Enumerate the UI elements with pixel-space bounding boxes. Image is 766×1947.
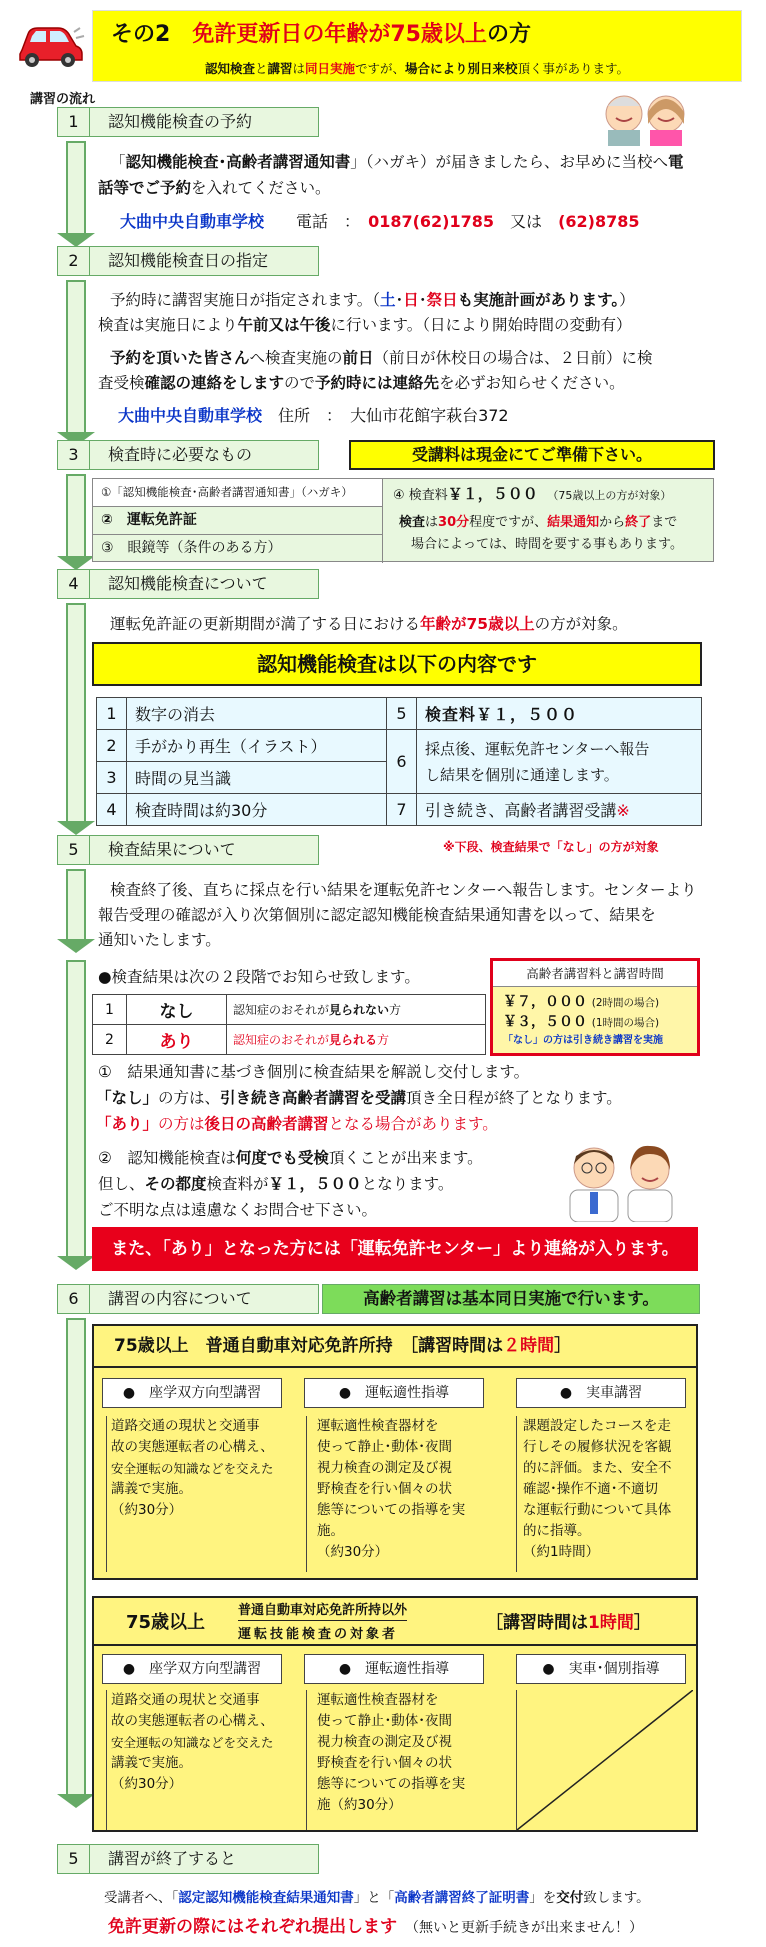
cash-notice: 受講料は現金にてご準備下さい。 bbox=[349, 440, 715, 470]
course-2h-title: 75歳以上 普通自動車対応免許所持 ［講習時間は２時間］ bbox=[94, 1326, 696, 1368]
step2-text-1: 予約時に講習実施日が指定されます。（土･日･祭日も実施計画があります。） bbox=[110, 291, 635, 309]
exam-contents-table: 1 数字の消去 5 検査料￥１，５００ 2 手がかり再生（イラスト） 6 採点後、運転免許センターへ報告 し結果を個別に通達します。 3 時間の見当識 4 検査時間は約30分 7 引き続き、高齢者講習受講※ bbox=[96, 697, 702, 826]
c1-aptitude-header: ● 運転適性指導 bbox=[304, 1378, 484, 1408]
step5-note: ※下段、検査結果で「なし」の方が対象 bbox=[443, 840, 659, 854]
step-4: 4 認知機能検査について bbox=[57, 569, 319, 599]
exam-duration-note-2: 場合によっては、時間を要する事もあります。 bbox=[411, 537, 683, 552]
c2-lecture-header: ● 座学双方向型講習 bbox=[102, 1654, 282, 1684]
header-banner bbox=[92, 10, 742, 82]
c1-driving-text: 課題設定したコースを走 行しその履修状況を客観 的に評価。また、安全不 確認･操作不適･不適切 な運転行動について具体 的に指導。 （約1時間） bbox=[516, 1416, 686, 1572]
step2-address: 大曲中央自動車学校 住所 ： 大仙市花館字萩台372 bbox=[118, 406, 509, 425]
step1-contact: 大曲中央自動車学校 電話 ： 0187(62)1785 又は (62)8785 bbox=[120, 212, 640, 231]
flow-arrow-4 bbox=[66, 603, 86, 821]
step4-intro: 運転免許証の更新期間が満了する日における年齢が75歳以上の方が対象。 bbox=[110, 615, 628, 633]
step1-text-1: 「認知機能検査･高齢者講習通知書」（ハガキ）が届きましたら、お早めに当校へ電 bbox=[110, 153, 684, 171]
elderly-couple-icon bbox=[596, 84, 694, 146]
course-1h-box bbox=[92, 1596, 698, 1832]
submission-notice: 免許更新の際にはそれぞれ提出します （無いと更新手続きが出来ません！） bbox=[108, 1917, 644, 1937]
two-stage-notice: ●検査結果は次の２段階でお知らせ致します。 bbox=[98, 968, 420, 986]
lecture-fee-box: 高齢者講習料と講習時間 ￥７，０００ (2時間の場合) ￥３，５００ (1時間の場合) 「なし」の方は引き続き講習を実施 bbox=[490, 958, 700, 1056]
c2-aptitude-text: 運転適性検査器材を 使って静止･動体･夜間 視力検査の測定及び視 野検査を行い個々の状 態等についての指導を実 施（約30分） bbox=[306, 1690, 484, 1830]
result-table: 1 なし 認知症のおそれが見られない方 2 あり 認知症のおそれが見られる方 bbox=[92, 994, 486, 1055]
step5-text-1: 検査終了後、直ちに採点を行い結果を運転免許センターへ報告します。センターより bbox=[110, 881, 697, 899]
explain-3: 「あり」の方は後日の高齢者講習となる場合があります。 bbox=[96, 1115, 498, 1133]
contact-banner: また、「あり」となった方には「運転免許センター」より連絡が入ります。 bbox=[92, 1227, 698, 1271]
c1-lecture-header: ● 座学双方向型講習 bbox=[102, 1378, 282, 1408]
step-3: 3 検査時に必要なもの bbox=[57, 440, 319, 470]
explain-2: 「なし」の方は、引き続き高齢者講習を受講頂き全日程が終了となります。 bbox=[96, 1089, 622, 1107]
step1-text-2: 話等でご予約を入れてください。 bbox=[98, 179, 331, 197]
c1-aptitude-text: 運転適性検査器材を 使って静止･動体･夜間 視力検査の測定及び視 野検査を行い個々の状 態等についての指導を実 施。 （約30分） bbox=[306, 1416, 484, 1572]
step-2: 2 認知機能検査日の指定 bbox=[57, 246, 319, 276]
item-glasses: ③ 眼鏡等（条件のある方） bbox=[101, 540, 282, 556]
step-1: 1 認知機能検査の予約 bbox=[57, 107, 319, 137]
flow-arrow-1 bbox=[66, 141, 86, 233]
step-7: 5 講習が終了すると bbox=[57, 1844, 319, 1874]
completion-text: 受講者へ、「認定認知機能検査結果通知書」と「高齢者講習終了証明書」を交付致します。 bbox=[104, 1890, 650, 1906]
car-icon bbox=[14, 14, 86, 72]
c1-driving-header: ● 実車講習 bbox=[516, 1378, 686, 1408]
step2-text-3: 予約を頂いた皆さんへ検査実施の前日（前日が休校日の場合は、２日前）に検 bbox=[110, 349, 653, 367]
item-notice-card: ①「認知機能検査･高齢者講習通知書」（ハガキ） bbox=[93, 479, 382, 507]
step-5: 5 検査結果について bbox=[57, 835, 319, 865]
step-6: 6 講習の内容について bbox=[57, 1284, 319, 1314]
step2-text-4: 査受検確認の連絡をしますので予約時には連絡先を必ずお知らせください。 bbox=[98, 374, 625, 392]
step5-text-2: 報告受理の確認が入り次第個別に認定認知機能検査結果通知書を以って、結果を bbox=[98, 906, 656, 924]
flow-arrow-5 bbox=[66, 869, 86, 939]
explain-6: ご不明な点は遠慮なくお問合せ下さい。 bbox=[98, 1201, 378, 1219]
flow-arrow-2 bbox=[66, 280, 86, 432]
c2-lecture-text: 道路交通の現状と交通事 故の実態運転者の心構え、 安全運転の知識などを交えた 講義で実施。 （約30分） bbox=[106, 1690, 282, 1830]
course-1h-title: 75歳以上 普通自動車対応免許所持以外 運転技能検査の対象者 ［講習時間は1時間］ bbox=[94, 1598, 696, 1646]
flow-arrow-3 bbox=[66, 474, 86, 556]
step5-text-3: 通知いたします。 bbox=[98, 931, 221, 949]
header-subtitle: 認知検査と講習は同日実施ですが、場合により別日来校頂く事があります。 bbox=[204, 61, 630, 76]
flow-label: 講習の流れ bbox=[30, 92, 96, 107]
c2-aptitude-header: ● 運転適性指導 bbox=[304, 1654, 484, 1684]
lecture-fee-title: 高齢者講習料と講習時間 bbox=[493, 961, 697, 987]
doctors-icon bbox=[562, 1138, 682, 1222]
step2-text-2: 検査は実施日により午前又は午後に行います。（日により開始時間の変動有） bbox=[98, 316, 632, 334]
exam-duration-note: 検査は30分程度ですが、結果通知から終了まで bbox=[399, 515, 678, 530]
c2-driving-empty bbox=[516, 1690, 692, 1830]
c2-driving-header: ● 実車･個別指導 bbox=[516, 1654, 686, 1684]
explain-1: ① 結果通知書に基づき個別に検査結果を解説し交付します。 bbox=[98, 1063, 530, 1081]
course-2h-box bbox=[92, 1324, 698, 1580]
explain-4: ② 認知機能検査は何度でも受検頂くことが出来ます。 bbox=[98, 1149, 483, 1167]
required-items-box bbox=[92, 478, 714, 562]
exam-contents-title: 認知機能検査は以下の内容です bbox=[92, 642, 702, 686]
flow-arrow-6 bbox=[66, 960, 86, 1256]
item-license: ② 運転免許証 bbox=[93, 507, 382, 535]
exam-fee: ④ 検査料￥１，５００ （75歳以上の方が対象） bbox=[393, 485, 672, 503]
c1-lecture-text: 道路交通の現状と交通事 故の実態運転者の心構え、 安全運転の知識などを交えた 講義で実施。 （約30分） bbox=[106, 1416, 282, 1572]
same-day-tag: 高齢者講習は基本同日実施で行います。 bbox=[322, 1284, 700, 1314]
flow-arrow-7 bbox=[66, 1318, 86, 1794]
explain-5: 但し、その都度検査料が￥１，５００となります。 bbox=[98, 1175, 454, 1193]
page-title: その2 免許更新日の年齢が75歳以上の方 bbox=[111, 22, 531, 47]
